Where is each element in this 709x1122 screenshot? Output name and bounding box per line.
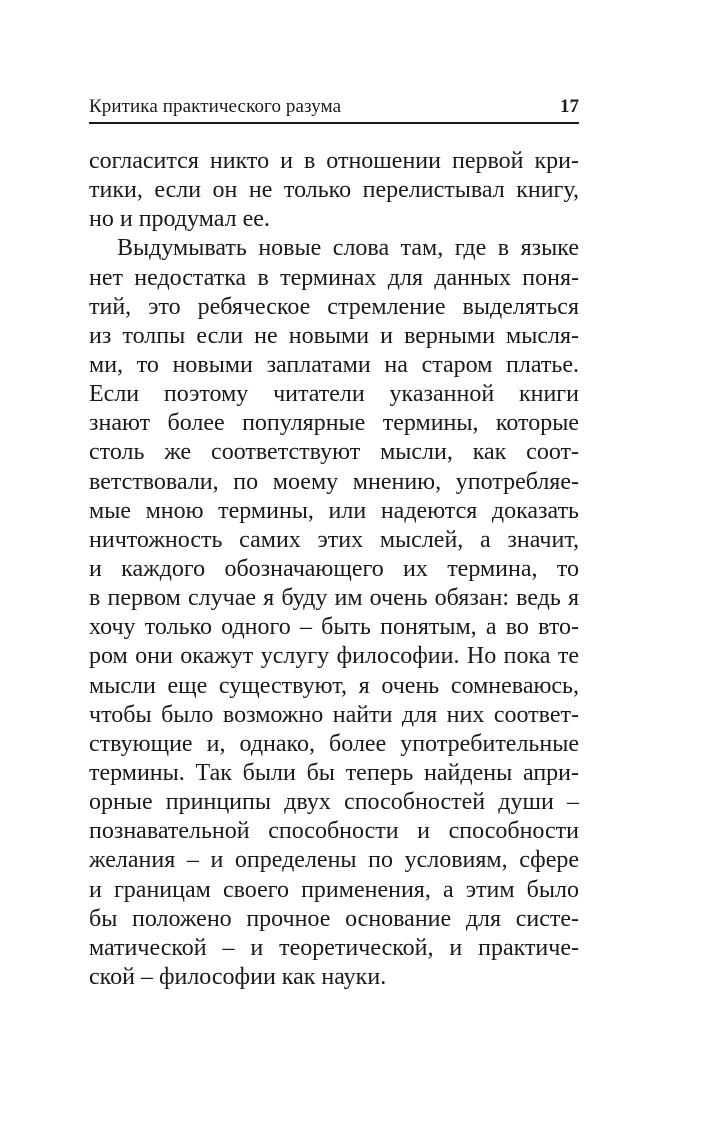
text-line: термины. Так были бы теперь найдены апри- [89, 759, 579, 786]
body-text [89, 147, 579, 992]
running-head [89, 96, 579, 124]
text-line: Если поэтому читатели указанной книги [89, 381, 579, 408]
text-line: нет недостатка в терминах для данных поня- [89, 264, 579, 291]
text-line: чтобы было возможно найти для них соответ- [89, 701, 579, 728]
text-line: ской – философии как науки. [89, 963, 387, 990]
text-line: из толпы если не новыми и верными мысля- [89, 322, 579, 349]
text-line: ничтожность самих этих мыслей, а значит, [89, 526, 579, 553]
text-line: Выдумывать новые слова там, где в языке [117, 235, 579, 262]
text-line: ми, то новыми заплатами на старом платье. [89, 351, 579, 378]
text-line: ром они окажут услугу философии. Но пока те [89, 643, 579, 670]
text-line: тий, это ребяческое стремление выделяться [89, 293, 579, 320]
text-line: ветствовали, по моему мнению, употребляе- [89, 468, 579, 495]
text-line: бы положено прочное основание для систе- [89, 905, 579, 932]
text-line: знают более популярные термины, которые [89, 410, 579, 437]
text-line: матической – и теоретической, и практиче- [89, 934, 579, 961]
text-line: столь же соответствуют мысли, как соот- [89, 439, 579, 466]
text-line: хочу только одного – быть понятым, а во вто- [89, 614, 579, 641]
text-line: орные принципы двух способностей души – [89, 789, 579, 816]
text-line: мые мною термины, или надеются доказать [89, 497, 579, 524]
text-line: в первом случае я буду им очень обязан: ведь я [89, 585, 579, 612]
text-line: и границам своего применения, а этим было [89, 876, 579, 903]
text-line: согласится никто и в отношении первой кри- [89, 148, 579, 174]
page-number: 17 [560, 96, 579, 117]
text-line: и каждого обозначающего их термина, то [89, 555, 579, 582]
text-line: ствующие и, однако, более употребительные [89, 730, 579, 757]
text-line: познавательной способности и способности [89, 818, 579, 845]
text-line: тики, если он не только перелистывал книгу, [89, 177, 579, 204]
running-title: Критика практического разума [89, 96, 342, 117]
text-line: но и продумал ее. [89, 206, 270, 233]
text-line: желания – и определены по условиям, сфере [89, 847, 579, 874]
text-line: мысли еще существуют, я очень сомневаюсь, [89, 672, 579, 699]
